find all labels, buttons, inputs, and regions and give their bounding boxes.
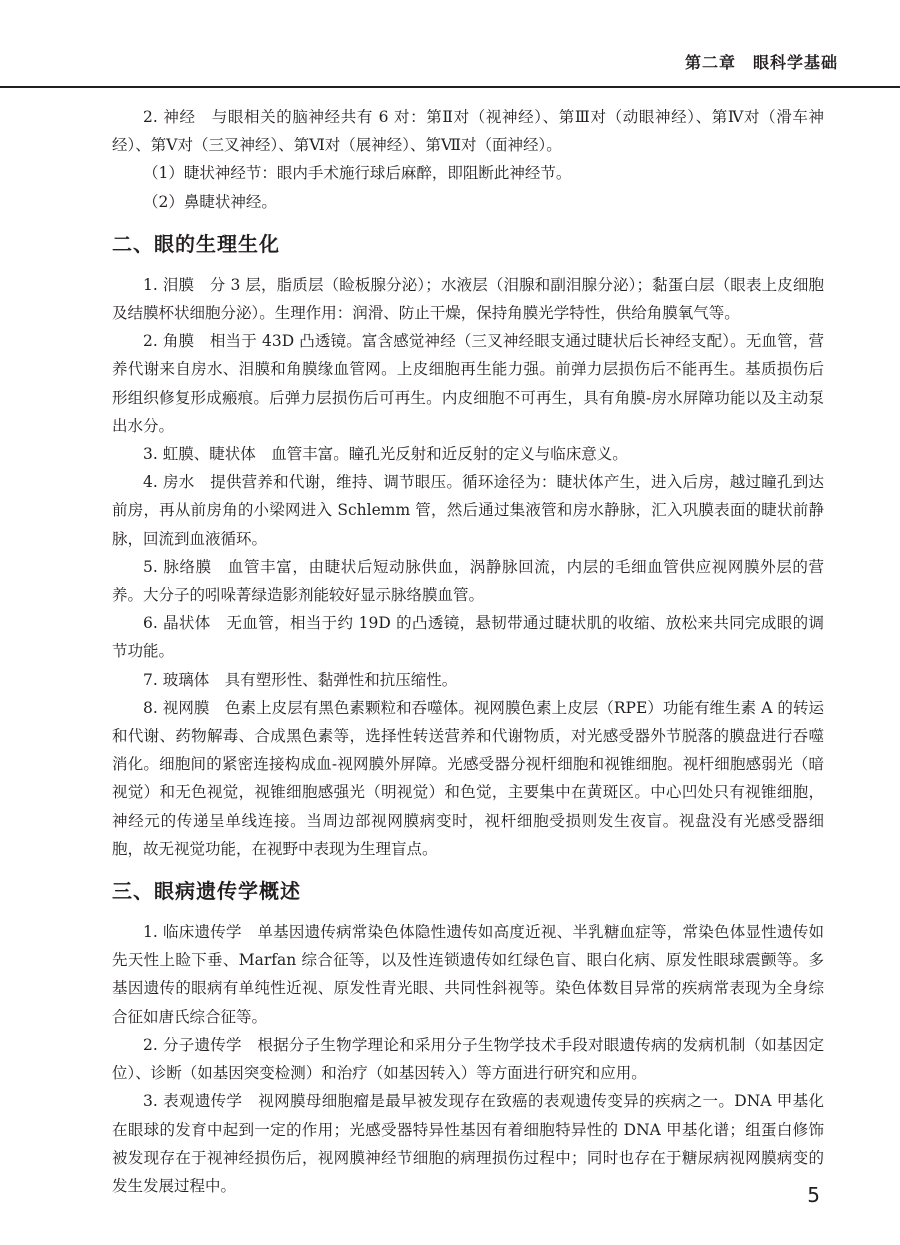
header-rule [0, 86, 900, 88]
paragraph-choroid: 5. 脉络膜 血管丰富，由睫状后短动脉供血，涡静脉回流，内层的毛细血管供应视网膜外层的营养。大分子的吲哚菁绿造影剂能较好显示脉络膜血管。 [112, 557, 824, 605]
paragraph-nasociliary-nerve: （2）鼻睫状神经。 [143, 192, 277, 211]
paragraph-retina: 8. 视网膜 色素上皮层有黑色素颗粒和吞噬体。视网膜色素上皮层（RPE）功能有维生素 A 的转运和代谢、药物解毒、合成黑色素等，选择性转送营养和代谢物质，对光感受器外节脱落的膜盘进行吞噬消化。细胞间的紧密连接构成血-视网膜外屏障。光感受器分视杆细胞和视锥细胞。视杆细胞感弱光（暗视觉）和无色视觉，视锥细胞感强光（明视觉）和色觉，主要集中在黄斑区。中心凹处只有视锥细胞，神经元的传递呈单线连接。当周边部视网膜病变时，视杆细胞受损则发生夜盲。视盘没有光感受器细胞，故无视觉功能，在视野中表现为生理盲点。 [112, 698, 824, 858]
paragraph-tear-film: 1. 泪膜 分 3 层，脂质层（睑板腺分泌）；水液层（泪腺和副泪腺分泌）；黏蛋白层（眼表上皮细胞及结膜杯状细胞分泌）。生理作用：润滑、防止干燥，保持角膜光学特性，供给角膜氧气等。 [112, 275, 824, 323]
paragraph-ciliary-ganglion: （1）睫状神经节：眼内手术施行球后麻醉，即阻断此神经节。 [143, 164, 572, 183]
chapter-title: 第二章 眼科学基础 [684, 53, 838, 72]
section-heading-physiology: 二、眼的生理生化 [112, 231, 280, 256]
paragraph-lens: 6. 晶状体 无血管，相当于约 19D 的凸透镜，悬韧带通过睫状肌的收缩、放松来共同完成眼的调节功能。 [112, 614, 824, 661]
paragraph-molecular-genetics: 2. 分子遗传学 根据分子生物学理论和采用分子生物学技术手段对眼遗传病的发病机制（如基因定位）、诊断（如基因突变检测）和治疗（如基因转入）等方面进行研究和应用。 [112, 1035, 824, 1083]
paragraph-clinical-genetics: 1. 临床遗传学 单基因遗传病常染色体隐性遗传如高度近视、半乳糖血症等，常染色体显性遗传如先天性上睑下垂、Marfan 综合征等，以及性连锁遗传如红绿色盲、眼白化病、原发性眼球震颤等。多基因遗传的眼病有单纯性近视、原发性青光眼、共同性斜视等。染色体数目异常的疾病常表现为全身综合征如唐氏综合征等。 [112, 923, 824, 1026]
paragraph-nerve: 2. 神经 与眼相关的脑神经共有 6 对：第Ⅱ对（视神经）、第Ⅲ对（动眼神经）、第Ⅳ对（滑车神经）、第Ⅴ对（三叉神经）、第Ⅵ对（展神经）、第Ⅶ对（面神经）。 [112, 108, 824, 155]
page-body [112, 103, 824, 1200]
page-number: 5 [807, 1183, 820, 1207]
section-heading-genetics: 三、眼病遗传学概述 [112, 879, 301, 904]
paragraph-aqueous: 4. 房水 提供营养和代谢，维持、调节眼压。循环途径为：睫状体产生，进入后房，越过瞳孔到达前房，再从前房角的小梁网进入 Schlemm 管，然后通过集液管和房水静脉，汇入巩膜表面的睫状前静脉，回流到血液循环。 [112, 473, 824, 548]
page-header [0, 0, 900, 92]
paragraph-iris-ciliary: 3. 虹膜、睫状体 血管丰富。瞳孔光反射和近反射的定义与临床意义。 [143, 445, 628, 464]
paragraph-epigenetics: 3. 表观遗传学 视网膜母细胞瘤是最早被发现存在致癌的表观遗传变异的疾病之一。DNA 甲基化在眼球的发育中起到一定的作用；光感受器特异性基因有着细胞特异性的 DNA 甲基化谱；组蛋白修饰被发现存在于视神经损伤后，视网膜神经节细胞的病理损伤过程中；同时也存在于糖尿病视网膜病变的发生发展过程中。 [112, 1092, 824, 1195]
paragraph-vitreous: 7. 玻璃体 具有塑形性、黏弹性和抗压缩性。 [143, 670, 458, 689]
paragraph-cornea: 2. 角膜 相当于 43D 凸透镜。富含感觉神经（三叉神经眼支通过睫状后长神经支配）。无血管，营养代谢来自房水、泪膜和角膜缘血管网。上皮细胞再生能力强。前弹力层损伤后不能再生。基质损伤后形组织修复形成瘢痕。后弹力层损伤后可再生。内皮细胞不可再生，具有角膜-房水屏障功能以及主动泵出水分。 [112, 332, 824, 435]
